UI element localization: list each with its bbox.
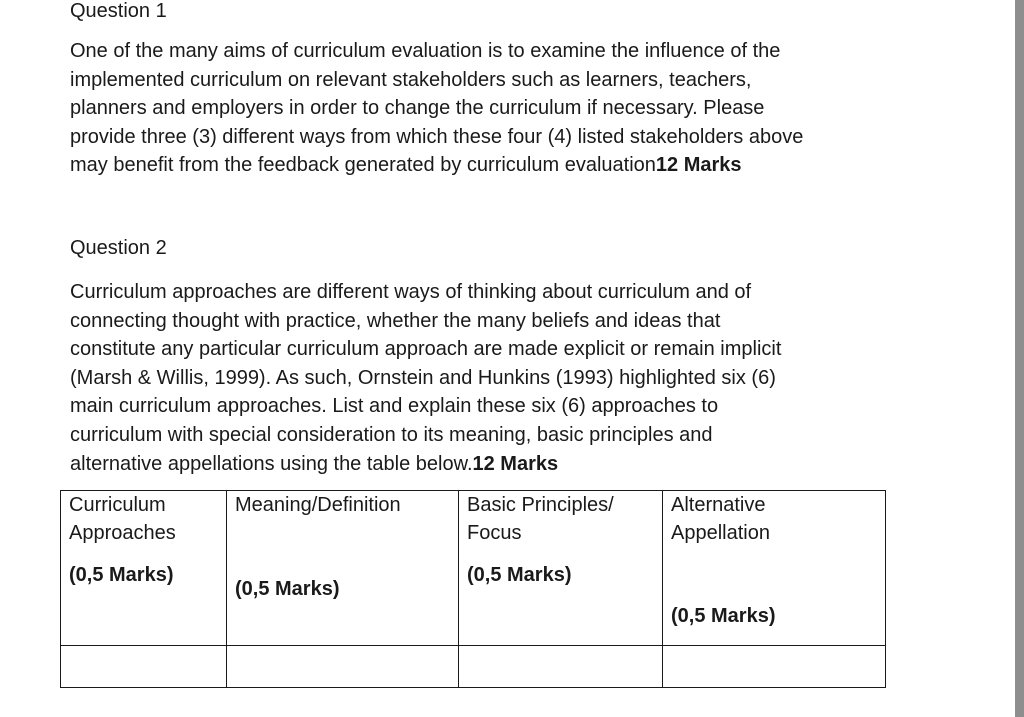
question-1-line: One of the many aims of curriculum evaluation is to examine the influence of the — [70, 40, 781, 62]
header-label-line: Approaches — [69, 522, 176, 544]
table-cell[interactable] — [227, 646, 459, 688]
question-1-line: provide three (3) different ways from which these four (4) listed stakeholders above — [70, 125, 804, 148]
question-1-marks: 12 Marks — [655, 154, 742, 177]
question-2-line: constitute any particular curriculum approach are made explicit or remain implicit — [70, 338, 782, 361]
table-cell[interactable] — [61, 646, 227, 688]
header-cell-meaning[interactable] — [227, 491, 459, 646]
question-2-line: (Marsh & Willis, 1999). As such, Ornstein and Hunkins (1993) highlighted six (6) — [70, 366, 776, 389]
header-marks: (0,5 Marks) — [467, 564, 572, 586]
table-header-row — [61, 491, 886, 646]
table-cell[interactable] — [663, 646, 886, 688]
question-1-line: implemented curriculum on relevant stakeholders such as learners, teachers, — [70, 68, 752, 91]
header-label-line: Basic Principles/ — [467, 494, 614, 516]
header-label-line: Meaning/Definition — [235, 494, 401, 516]
question-1-line — [70, 151, 900, 180]
question-2-line: curriculum with special consideration to its meaning, basic principles and — [70, 423, 713, 446]
header-marks: (0,5 Marks) — [235, 578, 340, 600]
question-2-line: main curriculum approaches. List and explain these six (6) approaches to — [70, 395, 719, 418]
header-cell-principles[interactable] — [459, 491, 663, 646]
question-2-line: connecting thought with practice, whether the many beliefs and ideas that — [70, 309, 721, 332]
table-row — [61, 646, 886, 688]
header-cell-appellation[interactable] — [663, 491, 886, 646]
approaches-table — [60, 490, 886, 688]
question-1-line: planners and employers in order to change the curriculum if necessary. Please — [70, 97, 765, 120]
page-edge-scrollbar — [1015, 0, 1024, 717]
question-2-line — [70, 450, 900, 479]
header-label-line: Curriculum — [69, 494, 166, 516]
question-2-line: Curriculum approaches are different ways of thinking about curriculum and of — [70, 281, 752, 303]
header-label-line: Focus — [467, 522, 522, 544]
question-2-last-line: alternative appellations using the table below. — [70, 452, 473, 475]
header-label-line: Appellation — [671, 522, 770, 544]
question-1-text — [70, 37, 900, 180]
question-1-heading: Question 1 — [70, 0, 167, 22]
question-2-heading: Question 2 — [70, 237, 167, 259]
question-2-text — [70, 278, 900, 478]
table-cell[interactable] — [459, 646, 663, 688]
header-marks: (0,5 Marks) — [671, 605, 776, 627]
question-1-last-line: may benefit from the feedback generated by curriculum evaluation — [70, 154, 656, 177]
header-cell-approaches[interactable] — [61, 491, 227, 646]
header-marks: (0,5 Marks) — [69, 564, 174, 586]
header-label-line: Alternative — [671, 494, 766, 516]
question-2-marks: 12 Marks — [472, 452, 559, 475]
